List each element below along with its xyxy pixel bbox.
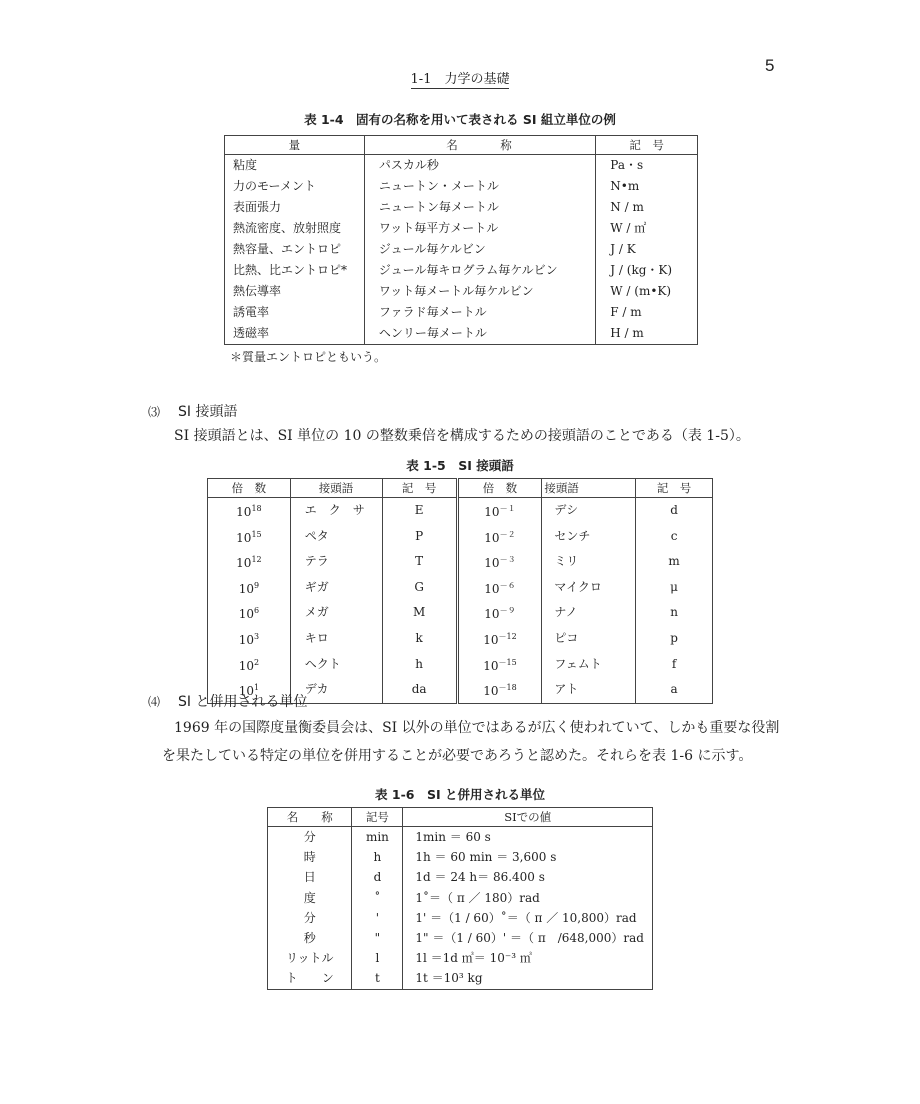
symbol-cell: N•m: [610, 179, 640, 193]
quantity-cell: 表面張力: [225, 197, 365, 218]
name-cell: ワット毎メートル毎ケルビン: [364, 281, 595, 302]
prefix-cell: ヘクト: [290, 652, 382, 678]
quantity-cell: 比熱、比エントロピ*: [225, 260, 365, 281]
symbol-cell: p: [670, 630, 678, 645]
si-value-cell: 1l ＝1d ㎥＝ 10⁻³ ㎥: [415, 951, 532, 966]
section-4-heading: [148, 691, 307, 711]
column-header: 量: [225, 136, 365, 155]
table-1-6-caption: 表 1-6 SI と併用される単位: [375, 787, 545, 802]
multiple-cell: [457, 524, 542, 550]
name-cell: ワット毎平方メートル: [364, 218, 595, 239]
power-exponent: 6: [253, 606, 260, 616]
si-value-cell: 1' ＝（1 / 60）˚＝（ π ／ 10,800）rad: [415, 910, 637, 925]
section-3-heading: [148, 401, 237, 421]
power-base: 10: [236, 530, 252, 545]
table-1-4: [224, 135, 698, 345]
prefix-cell: ピコ: [542, 626, 636, 652]
quantity-cell: 熱伝導率: [225, 281, 365, 302]
power-base: 10: [483, 658, 499, 673]
power-exponent: 2: [253, 657, 260, 667]
multiple-cell: [457, 498, 542, 524]
column-header: 接頭語: [290, 479, 382, 498]
table-row: [225, 281, 698, 302]
table-header-row: [268, 808, 653, 827]
power-exponent: －６: [499, 580, 516, 590]
symbol-cell: J / (kg・K): [610, 263, 673, 277]
prefix-cell: ギガ: [290, 575, 382, 601]
multiple-cell: [208, 549, 291, 575]
section-title: SI 接頭語: [178, 404, 238, 420]
unit-name-cell: 秒: [268, 928, 352, 948]
power-base: 10: [484, 581, 500, 596]
symbol-cell: min: [352, 827, 403, 848]
si-value-cell: 1t ＝10³ kg: [415, 971, 483, 986]
power-exponent: 18: [251, 504, 262, 513]
power-exponent: 3: [253, 631, 260, 641]
multiple-cell: [208, 498, 291, 524]
multiple-cell: [208, 600, 291, 626]
column-header: 倍 数: [457, 479, 542, 498]
table-row: [268, 928, 653, 948]
table-row: [225, 239, 698, 260]
symbol-cell: ": [352, 928, 403, 948]
column-header: 記 号: [656, 481, 692, 495]
table-1-4-footnote: ＊質量エントロピともいう。: [230, 350, 387, 364]
si-value-cell: 1˚＝（ π ／ 180）rad: [415, 890, 540, 905]
page-number: 5: [765, 56, 775, 75]
quantity-cell: 透磁率: [225, 323, 365, 345]
section-3-body: SI 接頭語とは、SI 単位の 10 の整数乗倍を構成するための接頭語のことである（表 1-5）。: [174, 428, 750, 444]
table-1-4-caption: 表 1-4 固有の名称を用いて表される SI 組立単位の例: [304, 112, 616, 127]
table-row: [268, 888, 653, 908]
name-cell: ニュートン毎メートル: [364, 197, 595, 218]
prefix-cell: マイクロ: [542, 575, 636, 601]
power-base: 10: [484, 530, 500, 545]
symbol-cell: m: [668, 554, 680, 569]
prefix-cell: デシ: [542, 498, 636, 524]
unit-name-cell: 分: [268, 827, 352, 848]
name-cell: ジュール毎キログラム毎ケルビン: [364, 260, 595, 281]
power-base: 10: [484, 556, 500, 571]
table-row: [268, 847, 653, 867]
si-value-cell: 1d ＝ 24 h＝ 86.400 s: [415, 870, 545, 885]
section-title: SI と併用される単位: [178, 694, 308, 710]
table-row: [268, 968, 653, 989]
name-cell: ヘンリー毎メートル: [364, 323, 595, 345]
power-base: 10: [238, 607, 254, 622]
unit-name-cell: 時: [268, 847, 352, 867]
power-base: 10: [238, 632, 254, 647]
power-exponent: －３: [499, 555, 516, 565]
table-row: [225, 302, 698, 323]
column-header: 名 称: [364, 136, 595, 155]
table-row: [225, 176, 698, 197]
symbol-cell: E: [382, 498, 457, 524]
prefix-cell: テラ: [290, 549, 382, 575]
symbol-cell: c: [670, 528, 678, 543]
prefix-cell: デカ: [290, 677, 382, 703]
name-cell: ニュートン・メートル: [364, 176, 595, 197]
symbol-cell: F / m: [610, 305, 642, 319]
multiple-cell: [457, 652, 542, 678]
running-head: 1-1 力学の基礎: [410, 72, 510, 87]
power-exponent: 12: [251, 555, 262, 565]
power-exponent: 9: [253, 580, 260, 590]
column-header: 記 号: [382, 479, 457, 498]
table-row: [268, 908, 653, 928]
symbol-cell: H / m: [610, 326, 644, 340]
unit-name-cell: 度: [268, 888, 352, 908]
unit-name-cell: リットル: [268, 948, 352, 968]
table-row: [225, 218, 698, 239]
prefix-cell: センチ: [542, 524, 636, 550]
table-row: [208, 498, 713, 524]
symbol-cell: W / (m•K): [610, 284, 672, 298]
multiple-cell: [457, 600, 542, 626]
prefix-cell: キロ: [290, 626, 382, 652]
column-header: 記号: [352, 808, 403, 827]
symbol-cell: ˚: [352, 888, 403, 908]
table-1-5-caption: 表 1-5 SI 接頭語: [406, 458, 514, 473]
table-row: [225, 197, 698, 218]
power-base: 10: [238, 581, 254, 596]
symbol-cell: t: [352, 968, 403, 989]
power-base: 10: [483, 632, 499, 647]
power-base: 10: [483, 684, 499, 699]
power-base: 10: [484, 607, 500, 622]
table-row: [225, 155, 698, 177]
symbol-cell: h: [352, 847, 403, 867]
table-1-5: [207, 478, 713, 704]
multiple-cell: [208, 575, 291, 601]
power-base: 10: [238, 684, 254, 699]
prefix-cell: エ ク サ: [290, 498, 382, 524]
unit-name-cell: 分: [268, 908, 352, 928]
power-exponent: －12: [498, 631, 517, 641]
column-header: 名 称: [268, 808, 352, 827]
unit-name-cell: 日: [268, 867, 352, 887]
power-exponent: －15: [498, 657, 517, 667]
table-row: [225, 323, 698, 345]
multiple-cell: [457, 575, 542, 601]
multiple-cell: [208, 524, 291, 550]
section-4-body-line-1: 1969 年の国際度量衡委員会は、SI 以外の単位ではあるが広く使われていて、しかも重要な役割: [174, 720, 780, 736]
quantity-cell: 誘電率: [225, 302, 365, 323]
power-base: 10: [238, 658, 254, 673]
prefix-cell: ナノ: [542, 600, 636, 626]
symbol-cell: a: [670, 682, 678, 697]
symbol-cell: k: [382, 626, 457, 652]
symbol-cell: h: [382, 652, 457, 678]
table-header-row: [225, 136, 698, 155]
symbol-cell: T: [382, 549, 457, 575]
power-exponent: 15: [251, 529, 262, 539]
si-value-cell: 1" ＝（1 / 60）' ＝（ π /648,000）rad: [415, 931, 644, 946]
section-number: ⑶: [148, 405, 161, 419]
symbol-cell: da: [382, 677, 457, 703]
symbol-cell: f: [671, 656, 677, 671]
name-cell: ファラド毎メートル: [364, 302, 595, 323]
symbol-cell: d: [670, 503, 678, 517]
unit-name-cell: ト ン: [268, 968, 352, 989]
symbol-cell: ': [352, 908, 403, 928]
power-base: 10: [236, 556, 252, 571]
si-value-cell: 1h ＝ 60 min ＝ 3,600 s: [415, 850, 557, 865]
column-header: 倍 数: [208, 479, 291, 498]
symbol-cell: G: [382, 575, 457, 601]
quantity-cell: 熱流密度、放射照度: [225, 218, 365, 239]
power-exponent: －18: [498, 683, 517, 693]
symbol-cell: N / m: [610, 200, 644, 214]
symbol-cell: l: [352, 948, 403, 968]
table-row: [268, 827, 653, 848]
power-base: 10: [236, 505, 252, 519]
table-row: [208, 524, 713, 550]
prefix-cell: アト: [542, 677, 636, 703]
column-header: 記 号: [629, 138, 664, 152]
multiple-cell: [457, 677, 542, 703]
section-4-body-line-2: を果たしている特定の単位を併用することが必要であろうと認めた。それらを表 1-6 に示す。: [162, 748, 753, 764]
section-number: ⑷: [148, 695, 161, 709]
symbol-cell: J / K: [610, 242, 636, 256]
prefix-cell: ミリ: [542, 549, 636, 575]
power-exponent: －２: [499, 529, 516, 539]
multiple-cell: [457, 626, 542, 652]
quantity-cell: 力のモーメント: [225, 176, 365, 197]
table-1-6: [267, 807, 653, 990]
symbol-cell: μ: [670, 579, 678, 594]
table-row: [208, 549, 713, 575]
table-row: [268, 867, 653, 887]
symbol-cell: n: [670, 605, 678, 620]
power-base: 10: [484, 505, 500, 519]
si-value-cell: 1min ＝ 60 s: [415, 830, 491, 844]
name-cell: パスカル秒: [364, 155, 595, 177]
quantity-cell: 熱容量、エントロピ: [225, 239, 365, 260]
multiple-cell: [208, 626, 291, 652]
table-row: [208, 600, 713, 626]
multiple-cell: [208, 652, 291, 678]
symbol-cell: P: [382, 524, 457, 550]
name-cell: ジュール毎ケルビン: [364, 239, 595, 260]
quantity-cell: 粘度: [225, 155, 365, 177]
power-exponent: －９: [499, 606, 516, 616]
symbol-cell: Pa・s: [610, 158, 644, 172]
symbol-cell: W / ㎡: [610, 221, 647, 235]
multiple-cell: [457, 549, 542, 575]
column-header: SIでの値: [504, 810, 552, 824]
power-exponent: －１: [499, 504, 516, 513]
symbol-cell: d: [352, 867, 403, 887]
table-header-row: [208, 479, 713, 498]
power-exponent: 1: [253, 683, 260, 693]
table-row: [268, 948, 653, 968]
table-row: [208, 575, 713, 601]
table-row: [225, 260, 698, 281]
table-row: [208, 652, 713, 678]
table-row: [208, 626, 713, 652]
prefix-cell: ペタ: [290, 524, 382, 550]
prefix-cell: フェムト: [542, 652, 636, 678]
symbol-cell: M: [382, 600, 457, 626]
prefix-cell: メガ: [290, 600, 382, 626]
column-header: 接頭語: [542, 479, 636, 498]
